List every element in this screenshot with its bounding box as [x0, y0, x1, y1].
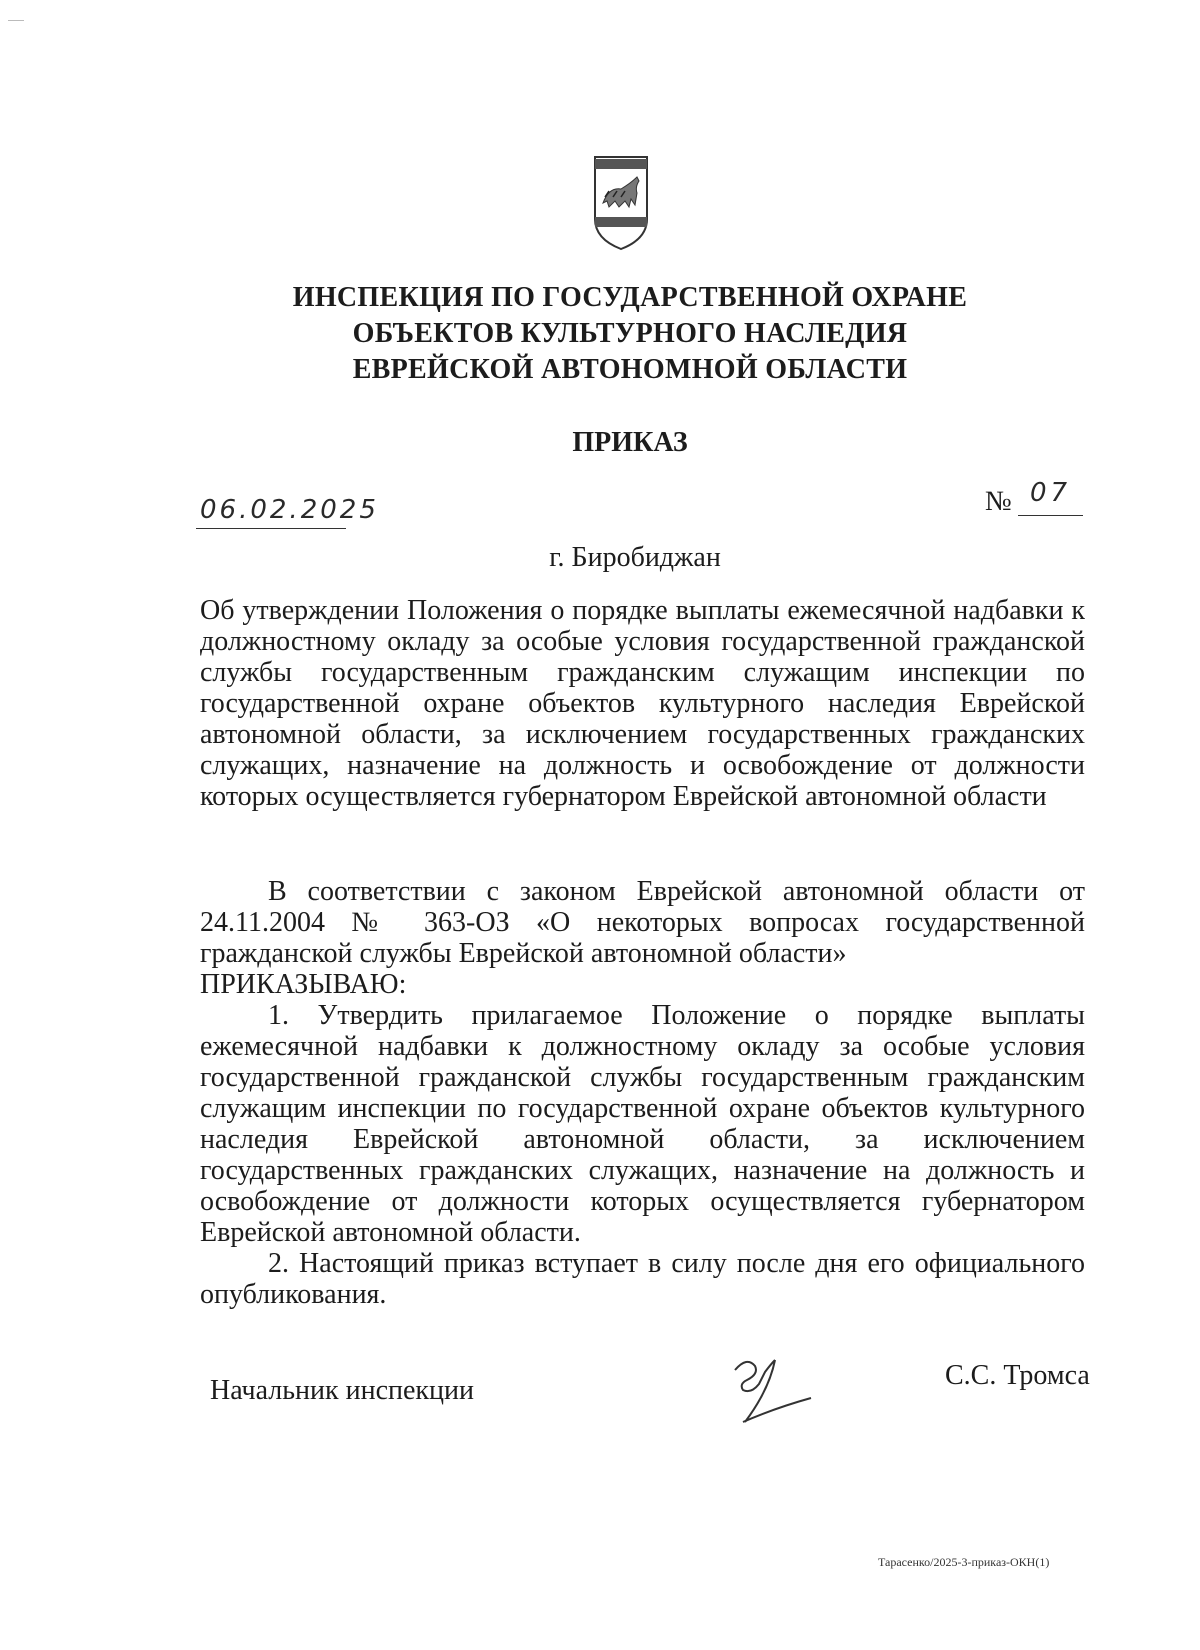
handwritten-signature: [725, 1350, 815, 1430]
coat-of-arms-icon: [591, 153, 651, 253]
order-word: ПРИКАЗЫВАЮ:: [200, 969, 407, 1000]
document-date: 06.02.2025: [200, 495, 379, 525]
org-name-line-2: ОБЪЕКТОВ КУЛЬТУРНОГО НАСЛЕДИЯ: [352, 318, 908, 349]
preamble-paragraph: В соответствии с законом Еврейской автономной области от 24.11.2004 № 363-ОЗ «О некоторых вопросах государственной гражданской службы Еврейской автономной области»: [200, 876, 1085, 969]
number-underline: [1018, 515, 1083, 516]
document-subject: Об утверждении Положения о порядке выплаты ежемесячной надбавки к должностному окладу за особые условия государственной гражданской службы государственным гражданским служащим инспекции по государственной охране объектов культурного наследия Еврейской автономной области, за исключением государственных гражданских служащих, назначение на должность и освобождение от должности которых осуществляется губернатором Еврейской автономной области: [200, 595, 1085, 812]
footer-file-ref: Тарасенко/2025-3-приказ-ОКН(1): [878, 1555, 1050, 1569]
date-underline: [196, 528, 346, 529]
document-city: г. Биробиджан: [549, 542, 721, 573]
document-number: 07: [1030, 478, 1072, 508]
scan-corner-mark: [8, 20, 24, 21]
document-type-title: ПРИКАЗ: [572, 427, 688, 458]
order-item-1: 1. Утвердить прилагаемое Положение о порядке выплаты ежемесячной надбавки к должностному окладу за особые условия государственной гражданской службы государственным гражданским служащим инспекции по государственной охране объектов культурного наследия Еврейской автономной области, за исключением государственных гражданских служащих, назначение на должность и освобождение от должности которых осуществляется губернатором Еврейской автономной области.: [200, 1000, 1085, 1248]
number-sign: №: [985, 486, 1012, 517]
org-name-line-3: ЕВРЕЙСКОЙ АВТОНОМНОЙ ОБЛАСТИ: [352, 354, 908, 385]
order-item-2: 2. Настоящий приказ вступает в силу после дня его официального опубликования.: [200, 1248, 1085, 1310]
signer-position: Начальник инспекции: [210, 1375, 474, 1406]
org-name-line-1: ИНСПЕКЦИЯ ПО ГОСУДАРСТВЕННОЙ ОХРАНЕ: [292, 282, 968, 313]
signer-name: С.С. Тромса: [945, 1360, 1090, 1391]
document-body: [200, 876, 1085, 1310]
